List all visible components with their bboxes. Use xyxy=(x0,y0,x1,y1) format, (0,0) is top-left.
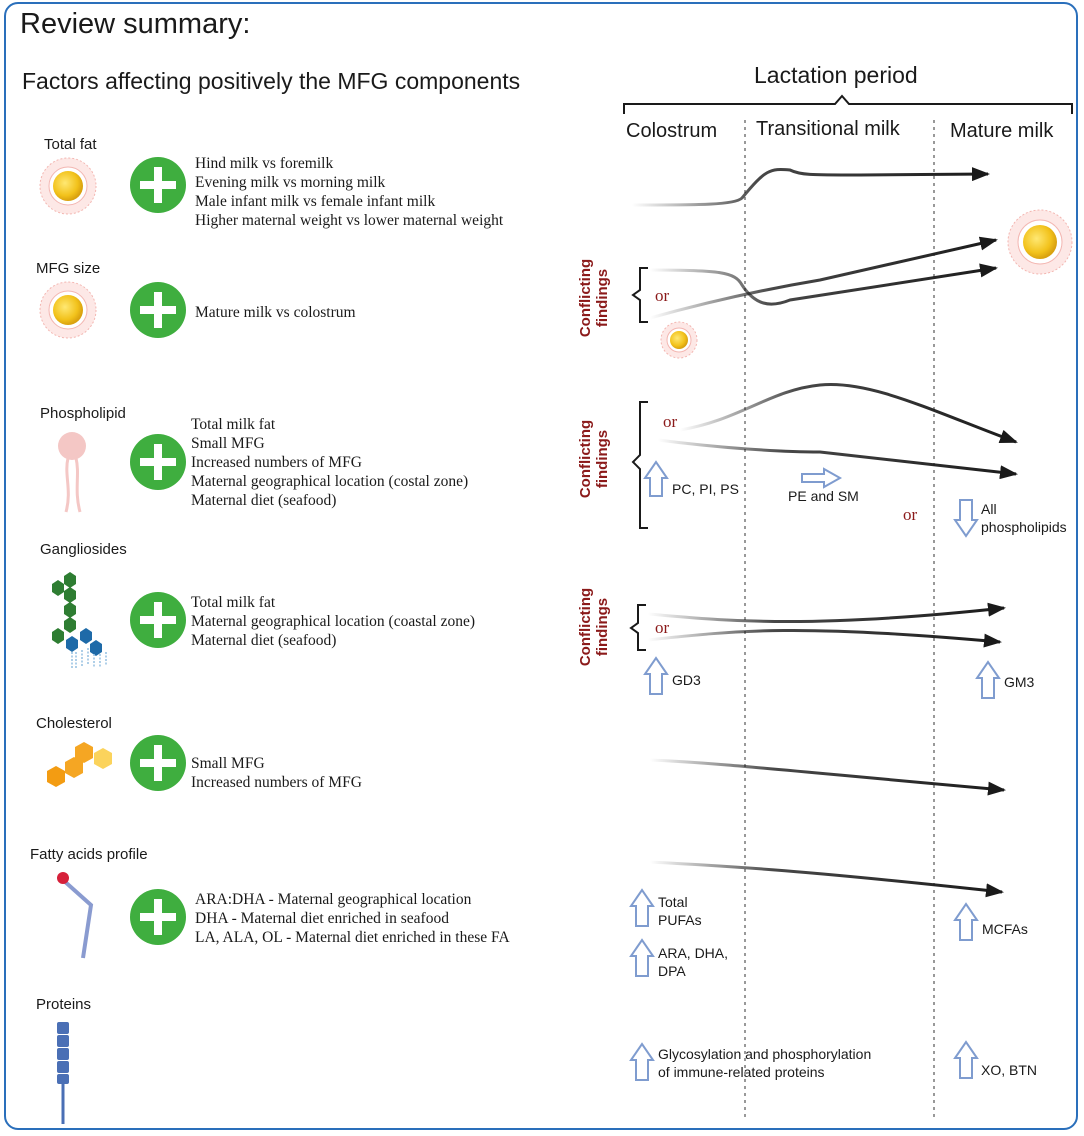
label-mfg-size: MFG size xyxy=(36,260,101,277)
plus-icon xyxy=(130,735,186,791)
fatty-acid-trend xyxy=(650,862,1002,892)
page-title: Review summary: xyxy=(20,8,251,40)
mcfas-label: MCFAs xyxy=(982,921,1028,937)
factor-item: ARA:DHA - Maternal geographical location xyxy=(195,891,472,908)
stage-mature: Mature milk xyxy=(950,120,1054,142)
factor-item: Maternal geographical location (costal zone) xyxy=(191,473,469,490)
phospholipid-icon xyxy=(58,432,86,512)
phospholipid-trend-a xyxy=(680,384,1016,442)
xo-btn-label: XO, BTN xyxy=(981,1062,1038,1078)
plus-icon xyxy=(130,157,186,213)
cholesterol-icon xyxy=(47,742,112,787)
brace xyxy=(631,605,646,650)
brace xyxy=(633,402,648,528)
factor-item: Maternal geographical location (coastal zone) xyxy=(191,613,476,630)
fat-globule-icon xyxy=(1008,210,1072,274)
stage-transitional: Transitional milk xyxy=(756,118,900,140)
ganglioside-trend-b xyxy=(648,630,1000,642)
total-pufas-label: Total PUFAs xyxy=(658,894,702,928)
fat-globule-icon-small xyxy=(661,322,697,358)
factor-item: Hind milk vs foremilk xyxy=(195,155,334,172)
ara-dha-dpa-label: ARA, DHA, DPA xyxy=(658,945,729,979)
factor-item: Small MFG xyxy=(191,755,265,772)
factor-item: Total milk fat xyxy=(191,594,276,611)
factor-item: Increased numbers of MFG xyxy=(191,774,362,791)
mfg-size-trend-b xyxy=(650,240,996,318)
factor-item: Male infant milk vs female infant milk xyxy=(195,193,436,210)
up-arrow-icon xyxy=(977,662,999,698)
fatty-acid-icon xyxy=(57,872,91,958)
stage-colostrum: Colostrum xyxy=(626,120,718,142)
factor-item: Mature milk vs colostrum xyxy=(195,304,356,321)
factor-item: Higher maternal weight vs lower maternal weight xyxy=(195,212,504,229)
factor-item: Small MFG xyxy=(191,435,265,452)
conflicting-findings-mfg: Conflicting findings xyxy=(577,258,611,338)
glycosylation-label: Glycosylation and phosphorylation of immune-related proteins xyxy=(658,1046,872,1080)
or-label: or xyxy=(663,412,678,431)
phospholipid-trend-b xyxy=(658,440,1016,474)
fat-globule-icon xyxy=(40,282,96,338)
factors-subtitle: Factors affecting positively the MFG components xyxy=(22,68,521,94)
lactation-header: Lactation period xyxy=(754,62,918,88)
label-gangliosides: Gangliosides xyxy=(40,541,127,558)
conflicting-findings-phospholipid: Conflicting findings xyxy=(577,419,611,499)
label-fatty-acids: Fatty acids profile xyxy=(30,846,148,863)
plus-icon xyxy=(130,592,186,648)
label-proteins: Proteins xyxy=(36,996,92,1013)
factor-item: LA, ALA, OL - Maternal diet enriched in these FA xyxy=(195,929,510,946)
factor-item: Total milk fat xyxy=(191,416,276,433)
plus-icon xyxy=(130,434,186,490)
pc-pi-ps-label: PC, PI, PS xyxy=(672,481,739,497)
conflicting-findings-gangliosides: Conflicting findings xyxy=(577,587,611,667)
label-total-fat: Total fat xyxy=(44,136,97,153)
or-label: or xyxy=(903,505,918,524)
plus-icon xyxy=(130,282,186,338)
all-phospholipids-label: All phospholipids xyxy=(981,501,1067,535)
protein-icon xyxy=(57,1022,69,1124)
up-arrow-icon xyxy=(955,1042,977,1078)
up-arrow-icon xyxy=(631,890,653,926)
factor-item: Evening milk vs morning milk xyxy=(195,174,386,191)
factor-item: Increased numbers of MFG xyxy=(191,454,362,471)
brace xyxy=(633,268,648,322)
up-arrow-icon xyxy=(631,1044,653,1080)
or-label: or xyxy=(655,618,670,637)
pe-sm-label: PE and SM xyxy=(788,488,859,504)
up-arrow-icon xyxy=(631,940,653,976)
ganglioside-icon xyxy=(52,572,106,668)
label-cholesterol: Cholesterol xyxy=(36,715,112,732)
factor-item: Maternal diet (seafood) xyxy=(191,492,337,509)
fat-globule-icon xyxy=(40,158,96,214)
right-arrow-icon xyxy=(802,469,840,487)
up-arrow-icon xyxy=(645,462,667,496)
factor-item: Maternal diet (seafood) xyxy=(191,632,337,649)
or-label: or xyxy=(655,286,670,305)
mfg-size-trend-a xyxy=(650,268,996,304)
factor-item: DHA - Maternal diet enriched in seafood xyxy=(195,910,449,927)
gd3-label: GD3 xyxy=(672,672,701,688)
gm3-label: GM3 xyxy=(1004,674,1035,690)
up-arrow-icon xyxy=(645,658,667,694)
lactation-bracket xyxy=(624,96,1072,114)
down-arrow-icon xyxy=(955,500,977,536)
label-phospholipid: Phospholipid xyxy=(40,405,126,422)
up-arrow-icon xyxy=(955,904,977,940)
cholesterol-trend xyxy=(650,760,1004,790)
ganglioside-trend-a xyxy=(648,608,1004,622)
plus-icon xyxy=(130,889,186,945)
